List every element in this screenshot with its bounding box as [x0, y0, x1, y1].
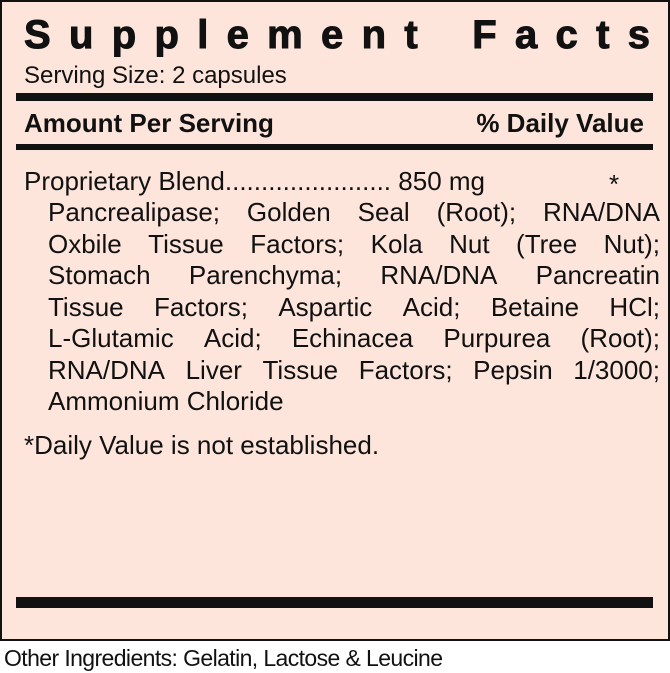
- ingredient-word: L-Glutamic: [48, 323, 174, 353]
- ingredient-word: Tissue: [262, 354, 339, 385]
- title-letter: t: [596, 13, 610, 57]
- title-letter: [436, 12, 454, 58]
- ingredient-word: 1/3000;: [573, 354, 660, 385]
- ingredient-word: Pancreatin: [535, 260, 660, 290]
- title-letter: S: [24, 13, 51, 57]
- daily-value-footnote: *Daily Value is not established.: [24, 430, 380, 460]
- ingredient-word: Golden: [246, 197, 331, 227]
- ingredient-word: Oxbile: [48, 228, 122, 259]
- ingredient-word: Pancrealipase;: [48, 197, 220, 227]
- other-ingredients: Other Ingredients: Gelatin, Lactose & Leucine: [4, 645, 443, 671]
- title-letter: e: [226, 13, 249, 57]
- title-letter: n: [361, 13, 387, 57]
- ingredient-line: Ammonium Chloride: [48, 386, 284, 416]
- ingredient-word: (Root);: [580, 323, 660, 353]
- ingredient-word: Nut: [449, 228, 490, 259]
- ingredient-word: Purpurea: [443, 323, 551, 353]
- ingredient-word: Betaine: [490, 291, 580, 322]
- ingredient-line: [48, 197, 660, 229]
- ingredient-word: Stomach: [48, 260, 151, 290]
- thick-divider-top: [16, 93, 653, 101]
- ingredient-word: (Tree: [516, 228, 578, 259]
- ingredient-word: Acid;: [203, 323, 262, 353]
- title-letter: p: [154, 13, 179, 57]
- ingredient-word: Tissue: [148, 228, 224, 259]
- ingredient-word: RNA/DNA: [48, 354, 166, 385]
- ingredient-word: Factors;: [358, 354, 453, 385]
- ingredient-line: [48, 292, 660, 324]
- serving-size: Serving Size: 2 capsules: [24, 62, 287, 89]
- blend-ingredients: [48, 197, 660, 418]
- ingredient-word: Pepsin: [473, 354, 553, 385]
- ingredient-word: Parenchyma;: [188, 260, 343, 290]
- title-letter: p: [111, 13, 137, 57]
- title-text: [24, 12, 650, 58]
- title-letter: l: [197, 13, 209, 57]
- thick-divider-bottom: [16, 597, 653, 608]
- title-letter: s: [627, 13, 650, 57]
- ingredient-word: Echinacea: [291, 323, 414, 353]
- ingredient-line: [48, 260, 660, 292]
- title-letter: a: [514, 13, 538, 57]
- ingredient-word: Acid;: [402, 291, 461, 322]
- ingredient-word: RNA/DNA: [542, 197, 660, 227]
- ingredient-word: Nut);: [603, 228, 660, 259]
- amount-per-serving-header: Amount Per Serving: [24, 108, 274, 138]
- title-letter: u: [68, 13, 94, 57]
- panel-title: [24, 12, 650, 58]
- proprietary-blend-row: [24, 165, 485, 197]
- ingredient-word: Kola: [370, 228, 423, 259]
- title-letter: m: [267, 13, 303, 57]
- ingredient-word: Liver: [185, 354, 242, 385]
- ingredient-word: Aspartic: [278, 291, 373, 322]
- ingredient-word: Factors;: [154, 291, 248, 322]
- ingredient-word: RNA/DNA: [380, 260, 498, 290]
- blend-name: Proprietary Blend: [24, 166, 225, 196]
- daily-value-header: % Daily Value: [476, 108, 644, 138]
- title-letter: c: [555, 13, 578, 57]
- title-letter: e: [321, 13, 344, 57]
- blend-amount: 850 mg: [398, 166, 486, 196]
- title-letter: t: [404, 13, 418, 57]
- ingredient-word: Tissue: [48, 291, 124, 322]
- blend-leader-dots: .......................: [224, 166, 392, 196]
- ingredient-word: Factors;: [250, 228, 345, 259]
- title-letter: F: [472, 13, 497, 57]
- thick-divider-middle: [16, 144, 653, 150]
- ingredient-line: [48, 355, 660, 387]
- ingredient-word: HCl;: [609, 291, 660, 322]
- ingredient-word: (Root);: [436, 197, 517, 227]
- ingredient-line: [48, 323, 660, 355]
- blend-daily-value: *: [609, 169, 620, 199]
- ingredient-word: Seal: [357, 197, 410, 227]
- ingredient-line: [48, 229, 660, 261]
